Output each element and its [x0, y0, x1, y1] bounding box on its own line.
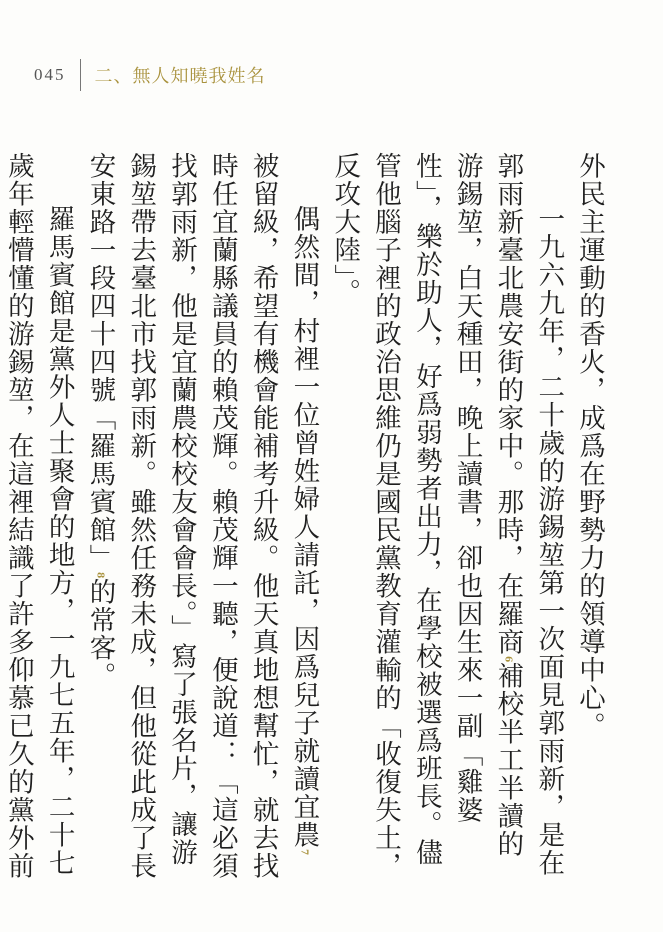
text-run: 羅馬賓館是黨外人士聚會的地方，一九七五年，二十七歲年輕懵懂的游錫堃，在這裡結識了許多仰慕已久的黨外前	[2, 152, 75, 880]
footnote-marker: 7	[298, 849, 309, 856]
text-run: 偶然間，村裡一位曾姓婦人請託，因爲兒子就讀宜農	[288, 205, 320, 849]
text-run: 的常客。	[84, 578, 116, 691]
page-header	[34, 60, 266, 90]
paragraph	[323, 152, 568, 880]
vertical-body-text	[2, 152, 609, 880]
text-run: 外民主運動的香火，成爲在野勢力的領導中心。	[574, 152, 605, 740]
paragraph	[79, 152, 324, 880]
footnote-marker: 6	[502, 656, 513, 663]
paragraph	[0, 152, 79, 880]
footnote-marker: 8	[94, 572, 105, 579]
chapter-title: 二、無人知曉我姓名	[94, 66, 266, 87]
text-run: 補校半工半讀的游錫堃，白天種田，晚上讀書，卻也因生來一副「雞婆性」，樂於助人，好爲弱勢者出力，在學校被選爲班長。儘管他腦子裡的政治思維仍是國民黨教育灌輸的「收復失土，反攻大陸」。	[329, 152, 524, 880]
header-divider	[80, 59, 81, 91]
paragraph	[568, 152, 609, 880]
text-run: 一九六九年，二十歲的游錫堃第一次面見郭雨新，是在郭雨新臺北農安街的家中。那時，在羅商	[492, 152, 565, 877]
page-number: 045	[34, 65, 66, 84]
text-run: 被留級，希望有機會能補考升級。他天真地想幫忙，就去找時任宜蘭縣議員的賴茂輝。賴茂輝一聽，便說道：「這必須找郭雨新，他是宜蘭農校校友會會長。」寫了張名片，讓游錫堃帶去臺北市找郭雨新。雖然任務未成，但他從此成了長安東路一段四十四號「羅馬賓館」	[84, 152, 279, 880]
